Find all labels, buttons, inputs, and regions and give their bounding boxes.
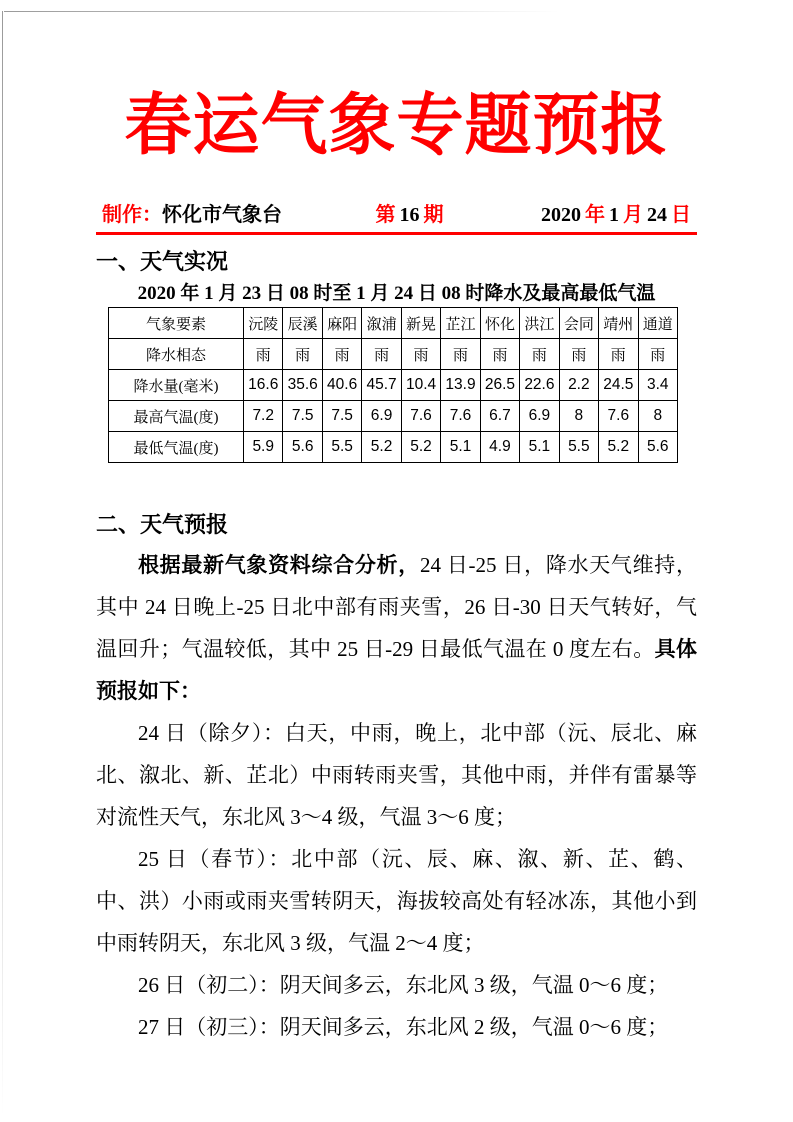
table-row bbox=[109, 370, 678, 401]
table-cell: 7.6 bbox=[441, 401, 480, 432]
row-label: 最低气温(度) bbox=[109, 432, 244, 463]
forecast-text-bold: 根据最新气象资料综合分析， bbox=[138, 553, 420, 577]
table-cell: 2.2 bbox=[559, 370, 598, 401]
city-header: 怀化 bbox=[480, 308, 519, 339]
city-header: 新晃 bbox=[401, 308, 440, 339]
forecast-text: 25 日（春节）：北中部（沅、辰、麻、溆、新、芷、鹤、中、洪）小雨或雨夹雪转阴天，海拔较高处有轻冰冻，其他小到中雨转阴天，东北风 3 级，气温 2～4 度； bbox=[96, 847, 697, 955]
maker-block bbox=[102, 202, 282, 228]
table-cell: 24.5 bbox=[599, 370, 638, 401]
table-corner-header: 气象要素 bbox=[109, 308, 244, 339]
city-header: 麻阳 bbox=[322, 308, 361, 339]
table-row bbox=[109, 432, 678, 463]
table-cell: 5.6 bbox=[283, 432, 322, 463]
date-day: 24 bbox=[647, 204, 667, 226]
table-cell: 6.7 bbox=[480, 401, 519, 432]
table-cell: 雨 bbox=[480, 339, 519, 370]
city-header: 芷江 bbox=[441, 308, 480, 339]
issue-prefix: 第 bbox=[375, 204, 396, 226]
forecast-paragraph bbox=[96, 712, 697, 838]
table-cell: 雨 bbox=[599, 339, 638, 370]
issue-suffix: 期 bbox=[423, 204, 444, 226]
forecast-text: 27 日（初三）：阴天间多云，东北风 2 级，气温 0～6 度； bbox=[138, 1015, 669, 1039]
table-cell: 雨 bbox=[638, 339, 677, 370]
forecast-paragraph bbox=[96, 1006, 697, 1048]
table-cell: 7.6 bbox=[599, 401, 638, 432]
maker-label: 制作： bbox=[102, 204, 162, 226]
forecast-paragraph bbox=[96, 838, 697, 964]
table-cell: 5.1 bbox=[441, 432, 480, 463]
forecast-paragraph bbox=[96, 544, 697, 712]
table-cell: 雨 bbox=[244, 339, 283, 370]
table-cell: 7.5 bbox=[322, 401, 361, 432]
table-cell: 雨 bbox=[401, 339, 440, 370]
red-divider bbox=[96, 232, 697, 235]
table-cell: 雨 bbox=[441, 339, 480, 370]
table-cell: 雨 bbox=[559, 339, 598, 370]
table-cell: 5.2 bbox=[401, 432, 440, 463]
forecast-text: 24 日-25 日，降水天气维持，其中 24 日晚上-25 日北中部有雨夹雪，26 日-30 日天气转好，气温回升；气温较低，其中 25 日-29 日最低气温在 0 度左右。 bbox=[96, 553, 697, 661]
doc-title: 春运气象专题预报 bbox=[124, 89, 669, 163]
table-cell: 45.7 bbox=[362, 370, 401, 401]
table-cell: 5.9 bbox=[244, 432, 283, 463]
date-year-unit: 年 bbox=[585, 204, 605, 226]
table-cell: 35.6 bbox=[283, 370, 322, 401]
city-header: 靖州 bbox=[599, 308, 638, 339]
table-cell: 10.4 bbox=[401, 370, 440, 401]
date-year: 2020 bbox=[541, 204, 581, 226]
table-cell: 5.2 bbox=[362, 432, 401, 463]
city-header: 溆浦 bbox=[362, 308, 401, 339]
issue-number: 16 bbox=[399, 204, 420, 226]
table-header-row bbox=[109, 308, 678, 339]
forecast-body bbox=[96, 544, 697, 1048]
date-month: 1 bbox=[609, 204, 619, 226]
table-cell: 26.5 bbox=[480, 370, 519, 401]
row-label: 降水量(毫米) bbox=[109, 370, 244, 401]
table-cell: 雨 bbox=[322, 339, 361, 370]
city-header: 辰溪 bbox=[283, 308, 322, 339]
table-cell: 6.9 bbox=[520, 401, 559, 432]
table-cell: 22.6 bbox=[520, 370, 559, 401]
date-block bbox=[537, 202, 691, 228]
table-row bbox=[109, 401, 678, 432]
page-edge-left bbox=[2, 11, 3, 1116]
table-cell: 40.6 bbox=[322, 370, 361, 401]
table-cell: 3.4 bbox=[638, 370, 677, 401]
table-cell: 8 bbox=[559, 401, 598, 432]
city-header: 通道 bbox=[638, 308, 677, 339]
table-cell: 雨 bbox=[283, 339, 322, 370]
forecast-paragraph bbox=[96, 964, 697, 1006]
row-label: 降水相态 bbox=[109, 339, 244, 370]
masthead bbox=[96, 202, 697, 228]
forecast-text-bold: 具体预报如下： bbox=[96, 637, 697, 703]
city-header: 会同 bbox=[559, 308, 598, 339]
table-cell: 13.9 bbox=[441, 370, 480, 401]
forecast-text: 24 日（除夕）：白天，中雨，晚上，北中部（沅、辰北、麻北、溆北、新、芷北）中雨转雨夹雪，其他中雨，并伴有雷暴等对流性天气，东北风 3～4 级，气温 3～6 度； bbox=[96, 721, 697, 829]
page-edge-top bbox=[4, 11, 559, 12]
table-row bbox=[109, 339, 678, 370]
table-cell: 8 bbox=[638, 401, 677, 432]
document-body bbox=[96, 249, 697, 1048]
section-2-heading: 二、天气预报 bbox=[96, 512, 229, 537]
table-cell: 5.5 bbox=[322, 432, 361, 463]
maker-value: 怀化市气象台 bbox=[162, 204, 282, 226]
table-cell: 雨 bbox=[362, 339, 401, 370]
table-cell: 5.1 bbox=[520, 432, 559, 463]
table-cell: 16.6 bbox=[244, 370, 283, 401]
city-header: 洪江 bbox=[520, 308, 559, 339]
table-cell: 5.5 bbox=[559, 432, 598, 463]
date-month-unit: 月 bbox=[623, 204, 643, 226]
row-label: 最高气温(度) bbox=[109, 401, 244, 432]
section-1-heading: 一、天气实况 bbox=[96, 249, 229, 274]
city-header: 沅陵 bbox=[244, 308, 283, 339]
table-cell: 5.6 bbox=[638, 432, 677, 463]
table-cell: 6.9 bbox=[362, 401, 401, 432]
weather-table-title: 2020 年 1 月 23 日 08 时至 1 月 24 日 08 时降水及最高最低气温 bbox=[137, 283, 656, 304]
table-cell: 雨 bbox=[520, 339, 559, 370]
table-cell: 7.6 bbox=[401, 401, 440, 432]
date-day-unit: 日 bbox=[671, 204, 691, 226]
table-cell: 5.2 bbox=[599, 432, 638, 463]
forecast-text: 26 日（初二）：阴天间多云，东北风 3 级，气温 0～6 度； bbox=[138, 973, 669, 997]
table-cell: 7.2 bbox=[244, 401, 283, 432]
issue-block bbox=[376, 202, 444, 228]
table-cell: 7.5 bbox=[283, 401, 322, 432]
weather-table bbox=[108, 307, 678, 463]
table-cell: 4.9 bbox=[480, 432, 519, 463]
